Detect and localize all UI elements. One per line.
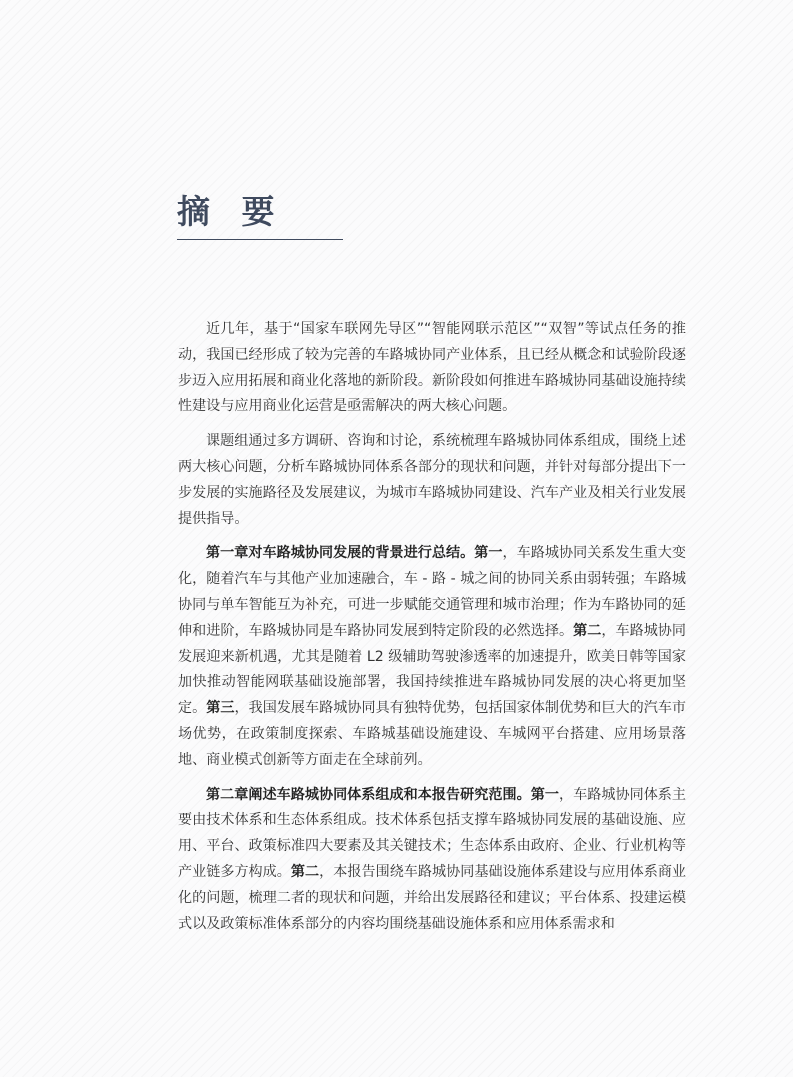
chapter-2-lead: 第二章阐述车路城协同体系组成和本报告研究范围。 bbox=[206, 786, 531, 803]
point-first-label: 第一 bbox=[474, 545, 503, 562]
point-second-label: 第二 bbox=[573, 622, 602, 639]
point-second-text: ，车路城协同发展迎来新机遇，尤其是随着 L2 级辅助驾驶渗透率的加速提升，欧美日韩等国家加快推动智能网联基础设施部署，我国持续推进车路城协同发展的决心将更加坚定。 bbox=[178, 622, 687, 717]
abstract-body bbox=[178, 317, 686, 946]
point-third-text: ，我国发展车路城协同具有独特优势，包括国家体制优势和巨大的汽车市场优势，在政策制度探索、车路城基础设施建设、车城网平台搭建、应用场景落地、商业模式创新等方面走在全球前列。 bbox=[178, 700, 687, 768]
ch2-point-second-label: 第二 bbox=[290, 863, 320, 880]
page-title: 摘 要 bbox=[177, 192, 285, 231]
point-first-text: ，车路城协同关系发生重大变化，随着汽车与其他产业加速融合，车 - 路 - 城之间的协同关系由弱转强；车路城协同与单车智能互为补充，可进一步赋能交通管理和城市治理；作为车路协同的延伸和进阶，车路城协同是车路协同发展到特定阶段的必然选择。 bbox=[178, 545, 687, 639]
ch2-point-second-text: ，本报告围绕车路城协同基础设施体系建设与应用体系商业化的问题，梳理二者的现状和问题，并给出发展路径和建议；平台体系、投建运模式以及政策标准体系部分的内容均围绕基础设施体系和应用体系需求和 bbox=[178, 863, 687, 932]
title-underline bbox=[177, 239, 343, 240]
paragraph-intro: 近几年，基于“国家车联网先导区”“智能网联示范区”“双智”等试点任务的推动，我国已经形成了较为完善的车路城协同产业体系，且已经从概念和试验阶段逐步迈入应用拓展和商业化落地的新阶段。新阶段如何推进车路城协同基础设施持续性建设与应用商业化运营是亟需解决的两大核心问题。 bbox=[178, 321, 686, 415]
ch2-point-first-text: ，车路城协同体系主要由技术体系和生态体系组成。技术体系包括支撑车路城协同发展的基础设施、应用、平台、政策标准四大要素及其关键技术；生态体系由政府、企业、行业机构等产业链多方构成。 bbox=[178, 786, 687, 880]
paragraph-chapter-2 bbox=[178, 783, 686, 938]
paragraph-method: 课题组通过多方调研、咨询和讨论，系统梳理车路城协同体系组成，围绕上述两大核心问题，分析车路城协同体系各部分的现状和问题，并针对每部分提出下一步发展的实施路径及发展建议，为城市车路城协同建设、汽车产业及相关行业发展提供指导。 bbox=[178, 433, 686, 527]
ch2-point-first-label: 第一 bbox=[530, 786, 559, 803]
paragraph-chapter-1 bbox=[178, 541, 686, 773]
point-third-label: 第三 bbox=[206, 700, 235, 717]
chapter-1-lead: 第一章对车路城协同发展的背景进行总结。 bbox=[206, 545, 475, 562]
